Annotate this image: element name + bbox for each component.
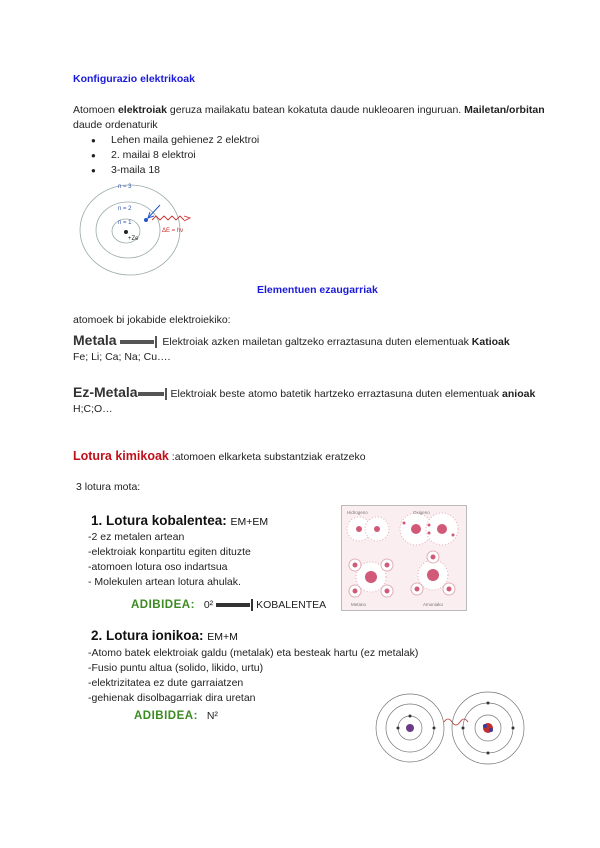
lotura-row [73,448,366,465]
molecule-label: Amoniako [423,602,444,607]
kobalentea-line: -elektroiak konpartitu egiten dituzte [88,546,251,558]
kobalentea-heading-text: 1. Lotura kobalentea: [91,513,227,528]
adibidea-label: ADIBIDEA: [134,710,198,722]
example-formula: 0² [203,599,214,611]
ezmetala-bold: anioak [502,388,536,400]
metala-text: Elektroiak azken mailetan galtzeko erraztasuna duten elementuak [162,336,472,348]
metala-label: Metala [73,332,117,348]
molecule-label: Metano [351,602,367,607]
intro-bold-2: Mailetan/orbitan [464,104,545,116]
ionikoa-formula: EM+M [207,631,238,643]
ionikoa-line: -elektrizitatea ez dute garraiatzen [88,677,244,689]
right-arrow-icon [216,598,256,612]
intro-text-1: Atomoen [73,104,118,116]
metala-row [73,331,510,351]
ionikoa-example [134,708,218,724]
list-item: ● Lehen maila gehienez 2 elektroi [91,133,259,148]
kobalentea-heading [91,513,268,528]
label-n1: n = 1 [118,220,132,226]
metala-bold: Katioak [471,336,510,348]
metala-examples: Fe; Li; Ca; Na; Cu…. [73,351,171,363]
right-arrow-icon [138,387,168,401]
photon-arrowhead [184,216,190,221]
atom-right [452,692,524,764]
nucleus [124,230,128,234]
kobalentea-line: - Molekulen artean lotura ahulak. [88,576,241,588]
example-formula: N² [206,710,218,722]
section-title-elementuen: Elementuen ezaugarriak [257,284,378,296]
intro-text-2: geruza mailakatu batean kokatuta daude nukleoaren inguruan. [166,104,465,116]
lotura-mota: 3 lotura mota: [76,481,141,493]
list-item: ● 3-maila 18 [91,163,259,178]
shell-list [91,133,259,178]
ionikoa-heading [91,628,238,643]
label-n2: n = 2 [118,206,132,212]
ionikoa-line: -Fusio puntu altua (solido, likido, urtu) [88,662,264,674]
kobalentea-formula: EM+EM [230,516,269,528]
intro-bold-1: elektroiak [117,104,167,116]
lotura-desc: :atomoen elkarketa substantziak eratzeko [168,451,366,463]
ionikoa-heading-text: 2. Lotura ionikoa: [91,628,204,643]
right-arrow-icon [120,335,160,349]
label-energy: ΔE = hν [162,228,184,234]
ionikoa-line: -gehienak disolbagarriak dira uretan [88,692,256,704]
bohr-atom-diagram [78,178,200,278]
list-item: ● 2. mailai 8 elektroi [91,148,259,163]
ezmetala-row [73,383,535,403]
jokabide-text: atomoek bi jokabide elektroiekiko: [73,314,231,326]
molecule-label: Oxigeno [413,510,430,515]
ionikoa-line: -Atomo batek elektroiak galdu (metalak) eta besteak hartu (ez metalak) [88,647,419,659]
covalent-molecules-image [341,505,467,611]
atom-left [376,694,444,762]
page-title: Konfigurazio elektrikoak [73,73,195,85]
ezmetala-label: Ez-Metala [73,384,138,400]
label-nucleus: +Ze [128,236,139,242]
lotura-title: Lotura kimikoak [73,449,169,463]
example-result: KOBALENTEA [256,599,327,611]
intro-line-2: daude ordenaturik [73,119,158,131]
ezmetala-examples: H;C;O… [73,403,113,415]
adibidea-label: ADIBIDEA: [131,599,195,611]
kobalentea-line: -atomoen lotura oso indartsua [88,561,228,573]
kobalentea-line: -2 ez metalen artean [88,531,185,543]
ionic-bond-diagram [370,688,530,772]
label-n3: n = 3 [118,184,132,190]
intro-line-1 [73,103,545,118]
molecule-label: Hidrogeno [347,510,368,515]
ezmetala-text: Elektroiak beste atomo batetik hartzeko erraztasuna duten elementuak [170,388,503,400]
kobalentea-example [131,597,326,613]
